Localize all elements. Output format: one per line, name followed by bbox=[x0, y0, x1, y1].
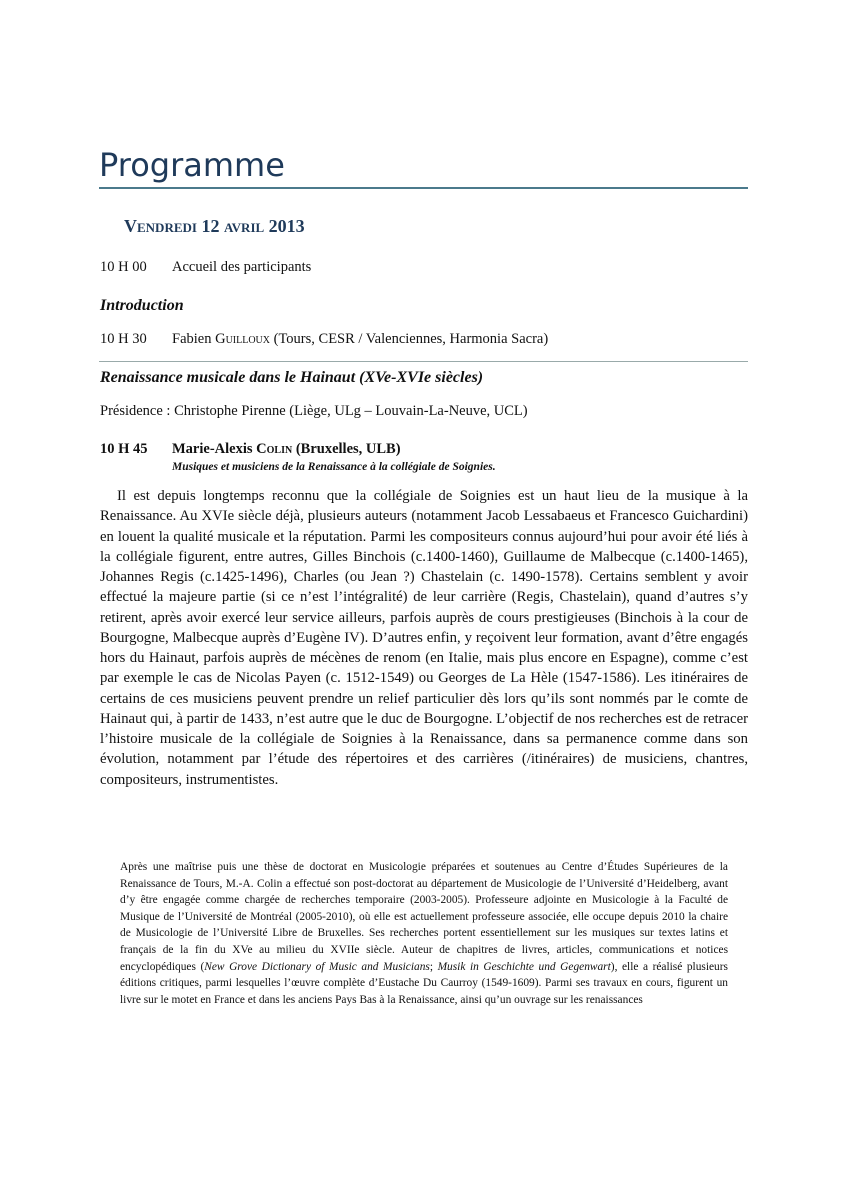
talk-abstract: Il est depuis longtemps reconnu que la collégiale de Soignies est un haut lieu de la musique à la Renaissance. Au XVIe siècle déjà, plusieurs auteurs (notamment Jacob Lessabaeus et Francesco Guichardini) en louent la qualité musicale et la réputation. Parmi les compositeurs connus aujourd’hui pour avoir été liés à la collégiale figurent, entre autres, Gilles Binchois (c.1400-1460), Guillaume de Malbecque (c.1400-1465), Johannes Regis (c.1425-1496), Charles (ou Jean ?) Chastelain (c. 1490-1578). Certains semblent y avoir effectué la majeure partie (si ce n’est l’intégralité) de leur carrière (Regis, Chastelain), quand d’autres s’y retirent, après avoir exercé leur service ailleurs, parfois auprès de cours prestigieuses (Binchois à la cour de Bourgogne, Malbecque auprès d’Eugène IV). D’autres enfin, y reçoivent leur formation, avant d’être engagés hors du Hainaut, parfois auprès de mécènes de renom (en Italie, mais plus encore en Espagne), comme c’est par exemple le cas de Nicolas Payen (c. 1512-1549) ou Georges de La Hèle (1547-1586). Les itinéraires de certains de ces musiciens peuvent prendre un relief particulier dès lors qu’ils sont nommés par le comte de Hainaut qui, à partir de 1433, n’est autre que le duc de Bourgogne. L’objectif de nos recherches est de retracer l’histoire musicale de la collégiale de Soignies à la Renaissance, dans sa permanence comme dans son évolution, notamment par l’étude des répertoires et des carrières (/itinéraires) de musiciens, chantres, compositeurs, instrumentistes. bbox=[100, 488, 748, 788]
schedule-time: 10 H 45 bbox=[100, 441, 148, 457]
bio-separator: ; bbox=[429, 960, 438, 973]
speaker-first-name: Marie-Alexis bbox=[172, 441, 257, 457]
schedule-row-introduction bbox=[100, 331, 548, 348]
title-rule bbox=[99, 187, 748, 189]
bio-text: Après une maîtrise puis une thèse de doctorat en Musicologie préparées et soutenues au Centre d’Études Supérieures de la Renaissance de Tours, M.-A. Colin a effectué son post-doctorat au département de Musicologie de l’Université d’Heidelberg, avant d’y être engagée comme chargée de recherches temporaire (2003-2005). Professeure adjointe en Musicologie à la Faculté de Musique de l’Université de Montréal (2005-2010), où elle est actuellement professeure associée, elle occupe depuis 2010 la chaire de Musicologie de l’Université Libre de Bruxelles. Ses recherches portent essentiellement sur les musiques sur textes latins et français de la fin du XVe au milieu du XVIIe siècle. Auteur de chapitres de livres, articles, communications et notices encyclopédiques ( bbox=[120, 861, 728, 973]
schedule-row-welcome bbox=[100, 259, 311, 276]
bio-work-title: New Grove Dictionary of Music and Musicians bbox=[204, 960, 430, 973]
schedule-time: 10 H 00 bbox=[100, 259, 147, 275]
section-divider bbox=[99, 361, 748, 362]
schedule-text: Accueil des participants bbox=[172, 259, 312, 275]
bio-text: ), elle a réalisé plusieurs éditions critiques, parmi lesquelles l’œuvre complète d’Eustache Du Caurroy (1549-1609). Parmi ses travaux en cours, figurent un livre sur le motet en France et dans les anciens Pays Bas à la Renaissance, ainsi qu’un ouvrage sur les renaissances bbox=[120, 960, 728, 1006]
page-title: Programme bbox=[99, 146, 285, 184]
speaker-first-name: Fabien bbox=[172, 331, 216, 347]
talk-title: Musiques et musiciens de la Renaissance à la collégiale de Soignies. bbox=[172, 461, 496, 473]
day-heading: Vendredi 12 avril 2013 bbox=[124, 216, 305, 236]
section-introduction: Introduction bbox=[100, 297, 184, 314]
section-renaissance: Renaissance musicale dans le Hainaut (XVe-XVIe siècles) bbox=[100, 369, 484, 386]
speaker-affiliation: (Bruxelles, ULB) bbox=[292, 441, 401, 457]
speaker-last-name: Guilloux bbox=[215, 331, 270, 347]
schedule-time: 10 H 30 bbox=[100, 331, 147, 347]
schedule-row-talk bbox=[100, 441, 401, 458]
speaker-affiliation: (Tours, CESR / Valenciennes, Harmonia Sacra) bbox=[270, 331, 549, 347]
speaker-last-name: Colin bbox=[256, 441, 293, 457]
presidence-line: Présidence : Christophe Pirenne (Liège, ULg – Louvain-La-Neuve, UCL) bbox=[100, 403, 528, 419]
bio-work-title: Musik in Geschichte und Gegenwart bbox=[437, 960, 611, 973]
speaker-bio bbox=[120, 859, 728, 1008]
